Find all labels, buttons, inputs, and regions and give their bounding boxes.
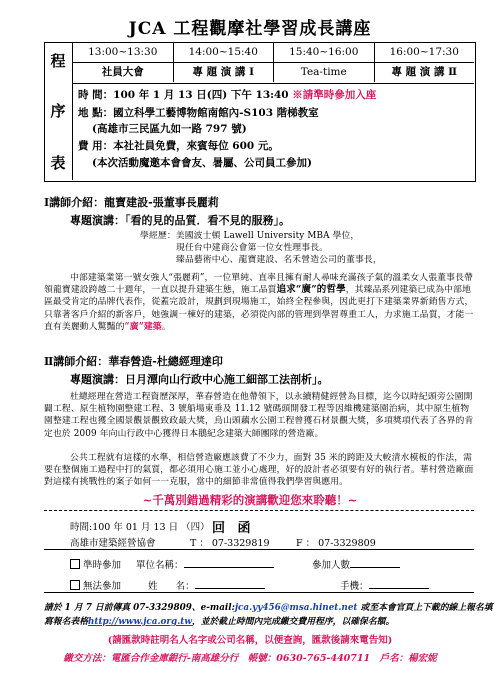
reply-title: 回 函 — [212, 521, 255, 536]
name-field[interactable]: 姓 名： — [148, 578, 265, 592]
schedule-side-label — [44, 42, 73, 180]
event-place: 地 點：國立科學工藝博物館南館內-S103 階梯教室 — [78, 107, 319, 119]
phone-field[interactable]: 手機： — [340, 578, 429, 592]
count-field[interactable]: 參加人數 — [312, 557, 400, 571]
event-fee: 費 用：本社社員免費，來賓每位 600 元。 — [78, 140, 279, 152]
page-title: JCA 工程觀摩社學習成長講座 — [128, 19, 372, 39]
website-link[interactable]: http://www.jca.org.tw — [88, 617, 192, 627]
absent-checkbox[interactable] — [70, 580, 80, 590]
unit-field[interactable]: 單位名稱： — [136, 557, 274, 571]
time-cell: 16:00~17:30 — [389, 46, 459, 58]
schedule-times-row — [73, 43, 474, 62]
speaker2-heading: Ⅱ講師介紹：華春營造-杜總經理達印 — [44, 355, 223, 368]
bio-line: 臻品藝術中心、龍寶建設、名禾營造公司的董事長， — [176, 255, 382, 266]
schedule-sessions-row — [73, 63, 474, 82]
speaker2-paragraph-1: 杜總經理在營造工程資歷深厚，華春營造在他帶領下，以永續精健經營為目標，迄今以時紀頭旁公園開闢工程、原生植物園整建工程、3 號船場東垂及 11.12 號碼頭開發工程等因維機建築園治病，其中原生植物園整建工程也獲全國景觀景觀致政最大獎，烏山頭藕水公園工程曾獲石材景觀大獎，多項獎項代表了各界的肯定也於 2009 年向山行政中心獲得日本鵝紀念建築大師團隊的營造廠。 — [44, 392, 474, 439]
speaker1-topic: 專題演講：「看的見的品質．看不見的服務」。 — [70, 214, 290, 227]
footer-line-2: 寫報名表格http://www.jca.org.tw，並於截止時間內完成繳交費用程序，以確保名額。 — [44, 617, 395, 627]
speaker2-topic: 專題演講：日月潭向山行政中心施工細部工法剖析」。 — [70, 373, 329, 386]
reply-org: 高雄市建築經營協會 — [70, 538, 156, 549]
cut-line — [44, 510, 474, 511]
attend-checkbox[interactable] — [70, 559, 80, 569]
reply-date: 時間:100 年 01 月 13 日 （四） — [70, 522, 210, 533]
side-char: 序 — [50, 102, 66, 120]
speaker2-paragraph-2: 公共工程就有這樣的水準，相信營造廠應該費了不少力，面對 35 米的跨距及大較清水模板的作法，需要在整個施工過程中打的氣質，都必須用心施工並小心處理，好的設計者必須要有好的執行者。華村營造廠面對這樣有挑戰性的案子如何一一克服，當中的細節非常值得我們學習與應用。 — [44, 453, 474, 488]
side-char: 表 — [50, 154, 66, 172]
side-char: 程 — [50, 52, 66, 70]
event-fee-note: (本次活動魔邀本會會友、暑屬、公司員工參加) — [92, 157, 312, 169]
time-cell: 13:00~13:30 — [73, 43, 174, 62]
speaker1-heading: Ⅰ講師介紹：龍寶建設-張董事長麗莉 — [44, 196, 219, 209]
divider — [73, 83, 474, 84]
bio-line: 學經歷：美國波士頓 Lawell University MBA 學位， — [140, 231, 360, 241]
session-cell: 專 題 演 講 Ⅰ — [174, 63, 275, 82]
slogan: ~千萬別錯過精彩的演講歡迎您來聆聽！~ — [142, 493, 358, 507]
session-cell: Tea-time — [274, 63, 375, 82]
divider — [44, 592, 474, 593]
reply-tel: T ： 07-3329819 — [190, 538, 270, 549]
speaker1-paragraph: 中部建築業第一號女強人“張麗莉”，一位單純、直率且擁有耐人尋味充滿孩子氣的溫柔女人張董事長帶領龍寶建設跨越二十週年，一直以提升建築生態，施工品質追求“廣”的哲學，其臻品系列建築已成為中部地區最受肯定的品牌代表作，從蓋完設計，規劃到現場施工，始終全程參與，因此更打下建築業界新銷售方式，只靠著客戶介紹的新客戶，她強調一棟好的建築，必須從內部的管理到學習尊重工人，力求施工品質，才能一直有美麗動人驚豔的“廣”建築。 — [44, 273, 474, 332]
time-cell: 15:40~16:00 — [274, 43, 375, 62]
time-cell: 14:00~15:40 — [174, 43, 275, 62]
speaker1-bio — [140, 230, 440, 267]
event-time: 時 間：100 年 1 月 13 日(四) 下午 13:40 ※請準時參加入座 — [78, 89, 377, 101]
footer-line-1: 請於 1 月 7 日前傳真 07-3329809、e-mail:jca.yy456@msa.hinet.net 或至本會官頁上下載的線上報名填 — [44, 603, 493, 613]
footer-line-3: (請匯款時註明名人名字或公司名稱，以便查詢，匯款後請來電告知) — [107, 635, 393, 646]
attend-option[interactable]: 準時參加 — [70, 557, 121, 571]
divider — [44, 549, 474, 550]
event-address: (高雄市三民區九如一路 797 號) — [92, 123, 247, 135]
absent-option[interactable]: 無法參加 — [70, 578, 121, 592]
email-link[interactable]: jca.yy456@msa.hinet.net — [234, 603, 358, 613]
bio-line: 現任台中建商公會第一位女性理事長。 — [176, 243, 329, 254]
session-cell: 專 題 演 講 Ⅱ — [391, 66, 457, 78]
footer-line-4: 繳交方法：電匯合作金庫銀行-南高雄分行 帳號：0630-765-440711 戶名：楊宏妮 — [63, 653, 437, 664]
reply-fax: F ： 07-3329809 — [296, 538, 376, 549]
session-cell: 社員大會 — [73, 63, 174, 82]
